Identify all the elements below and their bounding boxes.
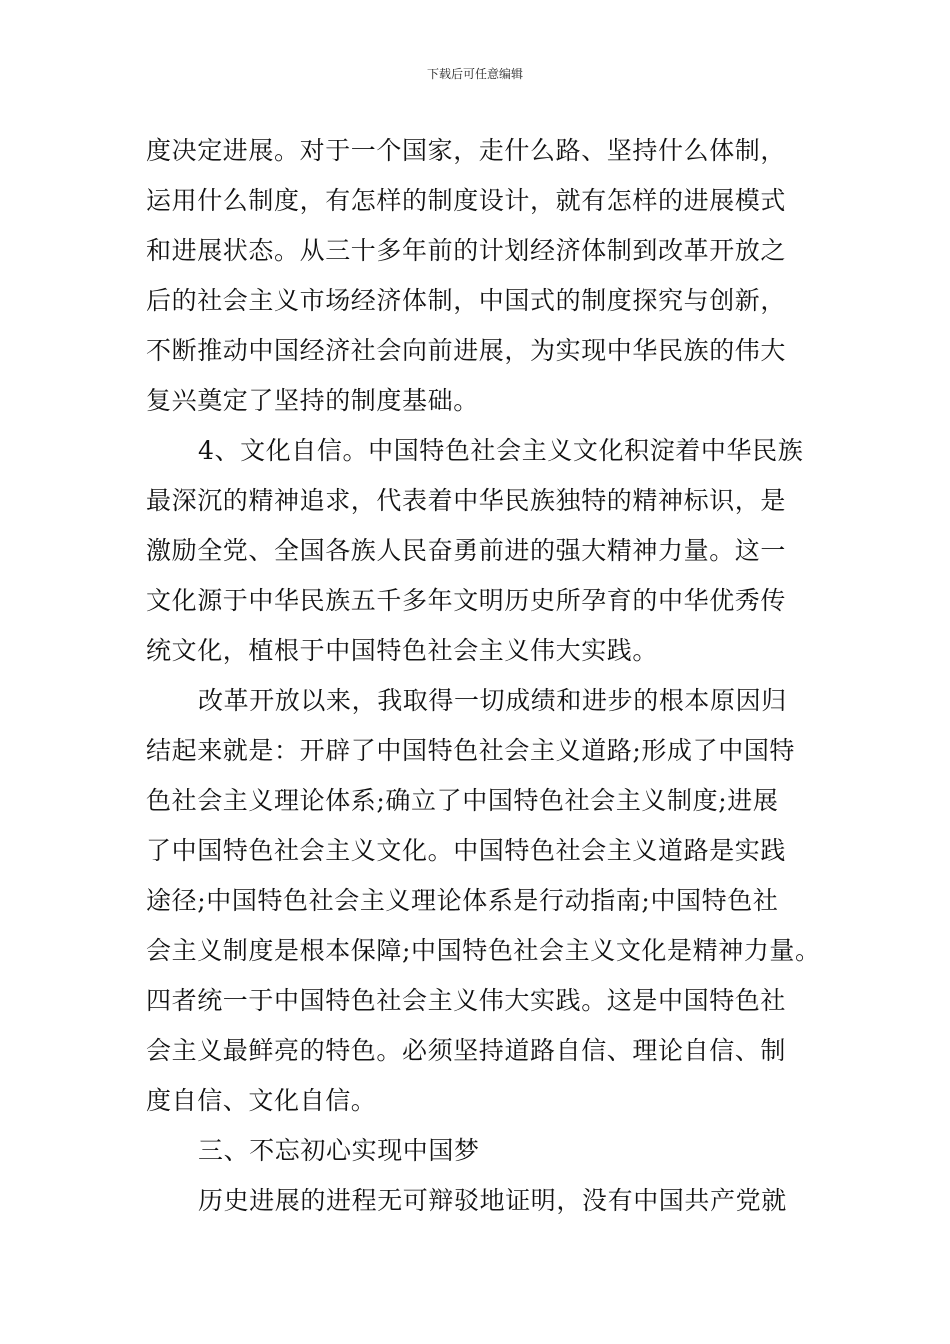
text-line: 途径;中国特色社会主义理论体系是行动指南;中国特色社 (146, 886, 779, 915)
text-line: 后的社会主义市场经济体制，中国式的制度探究与创新， (146, 286, 787, 315)
page-header: 下载后可任意编辑 (426, 67, 523, 81)
text-line: 色社会主义理论体系;确立了中国特色社会主义制度;进展 (146, 786, 779, 815)
paragraph-start-line: 4、文化自信。中国特色社会主义文化积淀着中华民族 (198, 436, 804, 465)
text-line: 文化源于中华民族五千多年文明历史所孕育的中华优秀传 (146, 586, 787, 615)
text-line: 激励全党、全国各族人民奋勇前进的强大精神力量。这一 (146, 536, 787, 565)
text-line: 四者统一于中国特色社会主义伟大实践。这是中国特色社 (146, 986, 787, 1015)
text-line: 会主义最鲜亮的特色。必须坚持道路自信、理论自信、制 (146, 1036, 787, 1065)
paragraph-start-line: 历史进展的进程无可辩驳地证明，没有中国共产党就 (198, 1186, 787, 1215)
section-heading: 三、不忘初心实现中国梦 (198, 1136, 480, 1165)
document-body (146, 126, 826, 1226)
text-line: 不断推动中国经济社会向前进展，为实现中华民族的伟大 (146, 336, 787, 365)
text-line: 复兴奠定了坚持的制度基础。 (146, 386, 479, 415)
text-line: 度决定进展。对于一个国家，走什么路、坚持什么体制， (146, 136, 787, 165)
text-line: 结起来就是：开辟了中国特色社会主义道路;形成了中国特 (146, 736, 796, 765)
text-line: 运用什么制度，有怎样的制度设计，就有怎样的进展模式 (146, 186, 787, 215)
paragraph-start-line: 改革开放以来，我取得一切成绩和进步的根本原因归 (198, 686, 787, 715)
text-line: 会主义制度是根本保障;中国特色社会主义文化是精神力量。 (146, 936, 821, 965)
text-line: 度自信、文化自信。 (146, 1086, 377, 1115)
text-line: 统文化，植根于中国特色社会主义伟大实践。 (146, 636, 659, 665)
text-line: 最深沉的精神追求，代表着中华民族独特的精神标识，是 (146, 486, 787, 515)
text-line: 和进展状态。从三十多年前的计划经济体制到改革开放之 (146, 236, 787, 265)
text-line: 了中国特色社会主义文化。中国特色社会主义道路是实践 (146, 836, 787, 865)
